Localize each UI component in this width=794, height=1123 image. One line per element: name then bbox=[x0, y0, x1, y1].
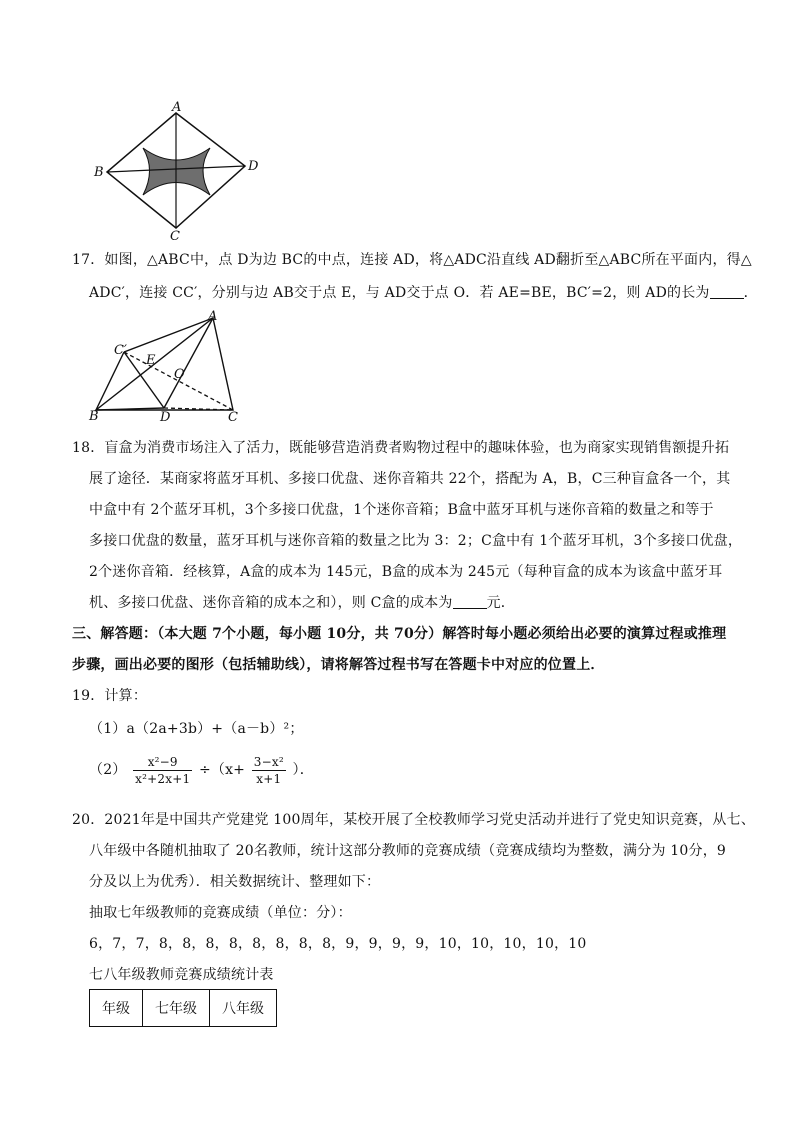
label-e: E bbox=[146, 353, 156, 368]
fraction-2-denominator: x+1 bbox=[256, 771, 282, 786]
q18-line1: 18．盲盒为消费市场注入了活力，既能够营造消费者购物过程中的趣味体验，也为商家实现销售额提升拓 bbox=[72, 440, 730, 456]
section3-line1: 三、解答题：（本大题 7个小题，每小题 10分，共 70分）解答时每小题必须给出必要的演算过程或推理 bbox=[72, 626, 727, 642]
fraction-1 bbox=[133, 754, 192, 787]
q19-part1: （1）a（2a+3b）+（a－b）²； bbox=[89, 721, 304, 737]
fraction-1-denominator: x²+2x+1 bbox=[135, 771, 191, 786]
answer-blank-18 bbox=[453, 594, 487, 609]
q17-line2-text: ADC′，连接 CC′，分别与边 AB交于点 E，与 AD交于点 O．若 AE=BE，BC′=2，则 AD的长为 bbox=[89, 285, 710, 301]
q18-line5: 2个迷你音箱．经核算，A盒的成本为 145元，B盒的成本为 245元（每种盲盒的成本为该盒中蓝牙耳 bbox=[89, 564, 723, 580]
label-a: A bbox=[172, 100, 182, 115]
q20-line2: 八年级中各随机抽取了 20名教师，统计这部分教师的竞赛成绩（竞赛成绩均为整数，满分为 10分，9 bbox=[89, 843, 727, 859]
label-b: B bbox=[89, 409, 99, 424]
q18-line3: 中盒中有 2个蓝牙耳机，3个多接口优盘，1个迷你音箱；B盒中蓝牙耳机与迷你音箱的数量之和等于 bbox=[89, 502, 714, 518]
q17-line2 bbox=[89, 283, 758, 303]
segment-ad bbox=[164, 318, 213, 408]
fraction-1-numerator: x²−9 bbox=[133, 754, 192, 771]
q18-line4: 多接口优盘的数量，蓝牙耳机与迷你音箱的数量之比为 3：2；C盒中有 1个蓝牙耳机，3个多接口优盘， bbox=[89, 533, 743, 549]
q18-line6 bbox=[89, 593, 515, 613]
segment-bc-prime bbox=[96, 352, 124, 410]
label-d: D bbox=[248, 159, 259, 174]
q20-line3: 分及以上为优秀）．相关数据统计、整理如下： bbox=[89, 874, 381, 890]
label-a: A bbox=[208, 309, 218, 324]
q18-line6-text: 机、多接口优盘、迷你音箱的成本之和），则 C盒的成本为 bbox=[89, 595, 453, 611]
label-d: D bbox=[160, 410, 171, 425]
label-o: O bbox=[174, 367, 185, 382]
q20-table-title: 七八年级教师竞赛成绩统计表 bbox=[89, 967, 274, 983]
q18-line6-end: 元． bbox=[486, 595, 515, 611]
q19-part2-end: ）． bbox=[292, 762, 314, 778]
segment-ac-prime bbox=[124, 318, 213, 352]
label-c: C bbox=[170, 229, 180, 244]
table-header-cell: 八年级 bbox=[210, 990, 277, 1027]
figure-rhombus bbox=[88, 100, 268, 244]
q19-part2 bbox=[89, 752, 314, 788]
q20-scores: 6，7，7，8，8，8，8，8，8，8，8，9，9，9，9，10，10，10，10，10 bbox=[89, 936, 587, 952]
fraction-2-numerator: 3−x² bbox=[253, 754, 284, 769]
q20-line4: 抽取七年级教师的竞赛成绩（单位：分）： bbox=[89, 905, 352, 921]
q19-part2-prefix: （2） bbox=[89, 762, 127, 778]
table-header-cell: 七年级 bbox=[143, 990, 210, 1027]
q19-division: ÷（x+ bbox=[198, 762, 246, 778]
label-c-prime: C′ bbox=[114, 343, 127, 358]
q17-line2-end: ． bbox=[743, 285, 758, 301]
fraction-2 bbox=[252, 754, 286, 787]
q17-line1: 17．如图，△ABC中，点 D为边 BC的中点，连接 AD，将△ADC沿直线 AD翻折至△ABC所在平面内，得△ bbox=[72, 252, 752, 268]
q20-line1: 20．2021年是中国共产党建党 100周年，某校开展了全校教师学习党史活动并进行了党史知识竞赛，从七、 bbox=[72, 812, 756, 828]
triangle-abc bbox=[96, 318, 233, 410]
label-c: C bbox=[228, 410, 238, 425]
answer-blank-17 bbox=[710, 284, 744, 299]
figure-triangle-fold bbox=[86, 308, 256, 426]
table-header-cell: 年级 bbox=[90, 990, 143, 1027]
stats-table bbox=[89, 989, 277, 1027]
label-b: B bbox=[94, 165, 104, 180]
q19-title: 19．计算： bbox=[72, 688, 148, 704]
table-row bbox=[90, 990, 277, 1027]
section3-line2: 步骤，画出必要的图形（包括辅助线），请将解答过程书写在答题卡中对应的位置上． bbox=[72, 657, 605, 673]
q18-line2: 展了途径．某商家将蓝牙耳机、多接口优盘、迷你音箱共 22个，搭配为 A，B，C三种盲盒各一个，其 bbox=[89, 471, 731, 487]
